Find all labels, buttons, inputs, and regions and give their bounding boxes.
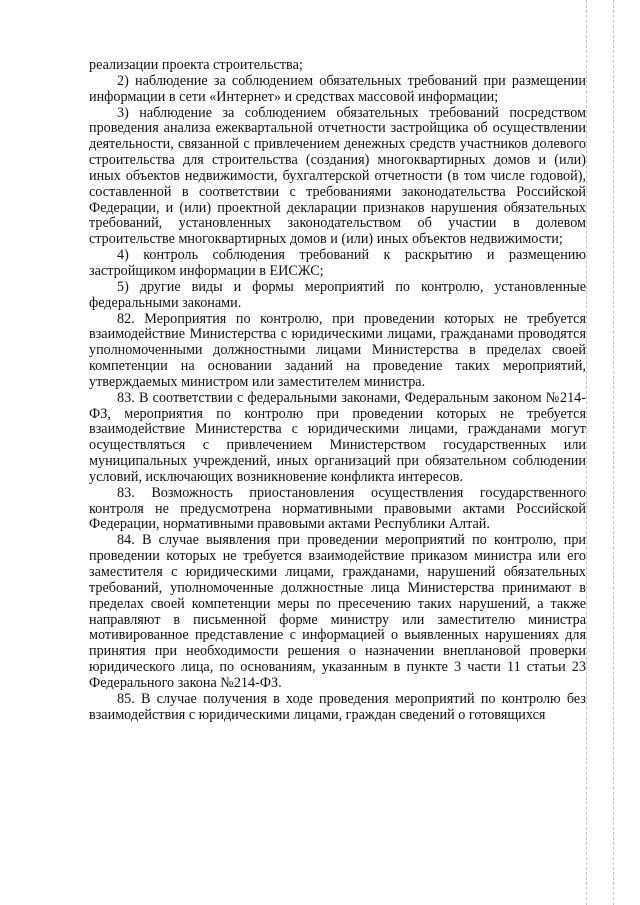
paragraph: 5) другие виды и формы мероприятий по контролю, установленные федеральными законами. (89, 278, 586, 311)
scan-edge-line (613, 0, 614, 905)
paragraph: 84. В случае выявления при проведении мероприятий по контролю, при проведении которых не требуется взаимодействие приказом министра или его заместителя с юридическими лицами, гражданами, нарушений обязательных требований, уполномоченные должностные лица Министерства принимают в пределах своей компетенции меры по пресечению таких нарушений, а также направляют в письменной форме министру или заместителю министра мотивированное представление с информацией о выявленных нарушениях для принятия при необходимости решения о назначении внеплановой проверки юридического лица, по основаниям, указанным в пункте 3 части 11 статьи 23 Федерального закона №214-ФЗ. (89, 532, 586, 691)
document-body (89, 58, 586, 723)
paragraph: 2) наблюдение за соблюдением обязательных требований при размещении информации в сети «Интернет» и средствах массовой информации; (89, 72, 586, 105)
paragraph: 3) наблюдение за соблюдением обязательных требований посредством проведения анализа ежеквартальной отчетности застройщика об осуществлении деятельности, связанной с привлечением денежных средств участников долевого строительства для строительства (создания) многоквартирных домов и (или) иных объектов недвижимости, бухгалтерской отчетности (в том числе годовой), составленной в соответствии с требованиями законодательства Российской Федерации, и (или) проектной декларации признаков нарушения обязательных требований, установленных законодательством об участии в долевом строительстве многоквартирных домов и (или) иных объектов недвижимости; (89, 104, 586, 248)
paragraph: 83. В соответствии с федеральными законами, Федеральным законом №214-ФЗ, мероприятия по контролю при проведении которых не требуется взаимодействие Министерства с юридическими лицами, гражданами могут осуществляться с привлечением Министерством государственных или муниципальных учреждений, иных организаций при обязательном соблюдении условий, исключающих возникновение конфликта интересов. (89, 389, 586, 485)
paragraph: 4) контроль соблюдения требований к раскрытию и размещению застройщиком информации в ЕИСЖС; (89, 247, 586, 279)
scan-edge-line (586, 0, 587, 905)
paragraph: 82. Мероприятия по контролю, при проведении которых не требуется взаимодействие Министерства с юридическими лицами, гражданами проводятся уполномоченными должностными лицами Министерства в пределах своей компетенции на основании заданий на проведение таких мероприятий, утверждаемых министром или заместителем министра. (89, 310, 586, 390)
paragraph: реализации проекта строительства; (89, 57, 303, 73)
paragraph: 83. Возможность приостановления осуществления государственного контроля не предусмотрена нормативными правовыми актами Российской Федерации, нормативными правовыми актами Республики Алтай. (89, 484, 586, 533)
paragraph: 85. В случае получения в ходе проведения мероприятий по контролю без взаимодействия с юридическими лицами, граждан сведений о готовящихся (89, 690, 586, 723)
